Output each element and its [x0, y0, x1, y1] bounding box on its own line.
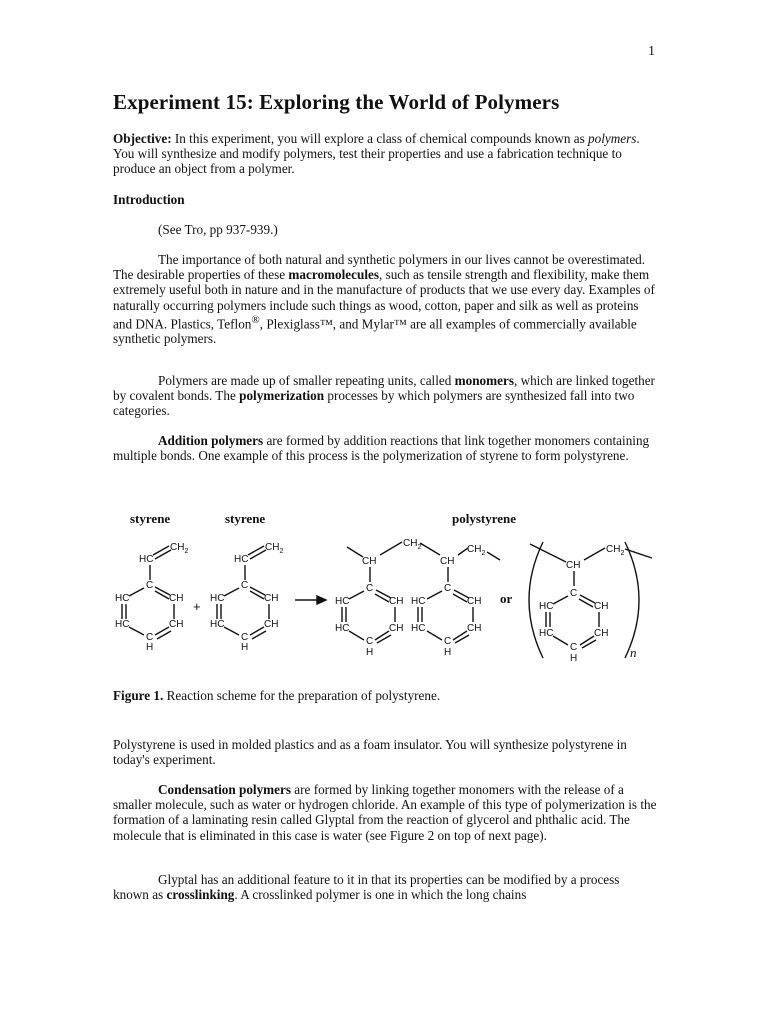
svg-text:CH: CH [169, 619, 184, 630]
svg-text:CH: CH [440, 556, 455, 567]
svg-text:CH: CH [467, 596, 482, 607]
polystyrene-chain-structure [335, 538, 500, 658]
p1-term-macromolecules: macromolecules [288, 267, 379, 283]
svg-text:CH: CH [264, 593, 279, 604]
svg-text:C: C [146, 632, 154, 643]
caption-text: Reaction scheme for the preparation of polystyrene. [163, 688, 441, 703]
caption-label: Figure 1. [113, 688, 164, 703]
label-styrene-2: styrene [225, 511, 266, 526]
p3-b: are formed by addition reactions that link together monomers containing multiple bonds. One example of this process is the polymerization of styrene to form polystyrene. [113, 433, 650, 464]
svg-text:C: C [146, 580, 154, 591]
svg-text:C: C [444, 636, 452, 647]
p1-c: , such as tensile strength and flexibility, make them extremely useful both in nature and in the manufacture of products that we use every day. Examples of naturally occurring polymers include such things as wood, cotton, paper and silk as well as proteins and DNA. Plastics, Teflon [113, 267, 655, 332]
svg-text:H: H [444, 647, 452, 658]
svg-text:CH2: $CH_2$ [403, 538, 422, 551]
svg-text:H: H [241, 642, 249, 653]
svg-text:H: H [570, 653, 578, 664]
reaction-arrow [295, 596, 326, 604]
p1-a: The importance of both natural and synthetic polymers in our lives cannot be overestimated. The desirable properties of these [113, 252, 646, 283]
p2-term-monomers: monomers [454, 373, 514, 388]
svg-text:HC: HC [335, 623, 350, 634]
objective-term: polymers [588, 131, 637, 146]
p6-a: Glyptal has an additional feature to it in that its properties can be modified by a process known as [113, 872, 620, 903]
p1-d: , Plexiglass™, and Mylar™ are all examples of commercially available synthetic polymers. [113, 316, 637, 347]
p6-term-crosslinking: crosslinking [166, 887, 235, 903]
svg-text:C: C [241, 632, 249, 643]
svg-text:C: C [570, 588, 578, 599]
plus-sign: + [193, 599, 201, 614]
intro-paragraph-5 [113, 782, 658, 843]
svg-text:CH: CH [467, 623, 482, 634]
svg-text:CH: CH [169, 593, 184, 604]
svg-text:HC: HC [115, 593, 130, 604]
introduction-heading: Introduction [113, 192, 185, 207]
p2-term-polymerization: polymerization [239, 388, 325, 404]
objective-label: Objective: [113, 131, 172, 146]
svg-text:HC: HC [335, 596, 350, 607]
document-title: Experiment 15: Exploring the World of Polymers [113, 90, 560, 114]
p1-registered-mark: ® [251, 313, 260, 326]
svg-text:HC: HC [539, 628, 554, 639]
or-label: or [500, 591, 513, 606]
subscript-n: n [630, 645, 637, 660]
svg-text:C: C [570, 642, 578, 653]
p2-e: processes by which polymers are synthesized fall into two categories. [113, 388, 635, 419]
p6-c: . A crosslinked polymer is one in which the long chains [234, 887, 527, 903]
figure-caption [113, 688, 440, 704]
svg-text:C: C [366, 636, 374, 647]
svg-text:CH: CH [389, 596, 404, 607]
svg-text:CH: CH [594, 601, 609, 612]
p5-term-condensation-polymers: Condensation polymers [158, 782, 291, 797]
page-number: 1 [648, 44, 655, 59]
styrene-structure-1 [115, 542, 188, 653]
intro-paragraph-4: Polystyrene is used in molded plastics and as a foam insulator. You will synthesize polystyrene in today's experiment. [113, 737, 627, 768]
svg-text:HC: HC [411, 623, 426, 634]
svg-text:CH: CH [389, 623, 404, 634]
svg-text:CH2: $CH_2$ [170, 542, 189, 555]
objective-text-a: In this experiment, you will explore a class of chemical compounds known as [171, 131, 588, 146]
reference-line: (See Tro, pp 937-939.) [158, 222, 278, 237]
svg-text:HC: HC [115, 619, 130, 630]
p2-a: Polymers are made up of smaller repeating units, called [158, 373, 455, 388]
svg-text:H: H [146, 642, 154, 653]
intro-paragraph-6 [113, 872, 658, 902]
svg-text:CH: CH [264, 619, 279, 630]
svg-text:CH2: $CH_2$ [606, 544, 625, 557]
label-styrene-1: styrene [130, 511, 171, 526]
p5-b: are formed by linking together monomers with the release of a smaller molecule, such as water or hydrogen chloride. An example of this type of polymerization is the formation of a laminating resin called Glyptal from the reaction of glycerol and phthalic acid. The molecule that is eliminated in this case is water (see Figure 2 on top of next page). [113, 782, 657, 843]
svg-text:CH: CH [594, 628, 609, 639]
svg-text:C: C [241, 580, 249, 591]
svg-text:HC: HC [210, 619, 225, 630]
svg-text:HC: HC [411, 596, 426, 607]
p2-c: , which are linked together by covalent bonds. The [113, 373, 655, 404]
svg-text:C: C [444, 583, 452, 594]
svg-text:H: H [366, 647, 374, 658]
svg-text:HC: HC [539, 601, 554, 612]
svg-text:CH2: $CH_2$ [265, 542, 284, 555]
polystyrene-repeat-unit [529, 542, 652, 664]
svg-text:HC: HC [139, 554, 154, 565]
objective-text-b: . You will synthesize and modify polymers, test their properties and use a fabrication technique to produce an object from a polymer. [113, 131, 640, 177]
svg-text:C: C [366, 583, 374, 594]
svg-text:HC: HC [210, 593, 225, 604]
svg-text:CH: CH [362, 556, 377, 567]
label-polystyrene: polystyrene [452, 511, 517, 526]
p3-term-addition-polymers: Addition polymers [158, 433, 264, 448]
svg-text:CH2: $CH_2$ [467, 544, 486, 557]
svg-text:HC: HC [234, 554, 249, 565]
styrene-structure-2 [210, 542, 283, 653]
svg-text:CH: CH [566, 560, 581, 571]
